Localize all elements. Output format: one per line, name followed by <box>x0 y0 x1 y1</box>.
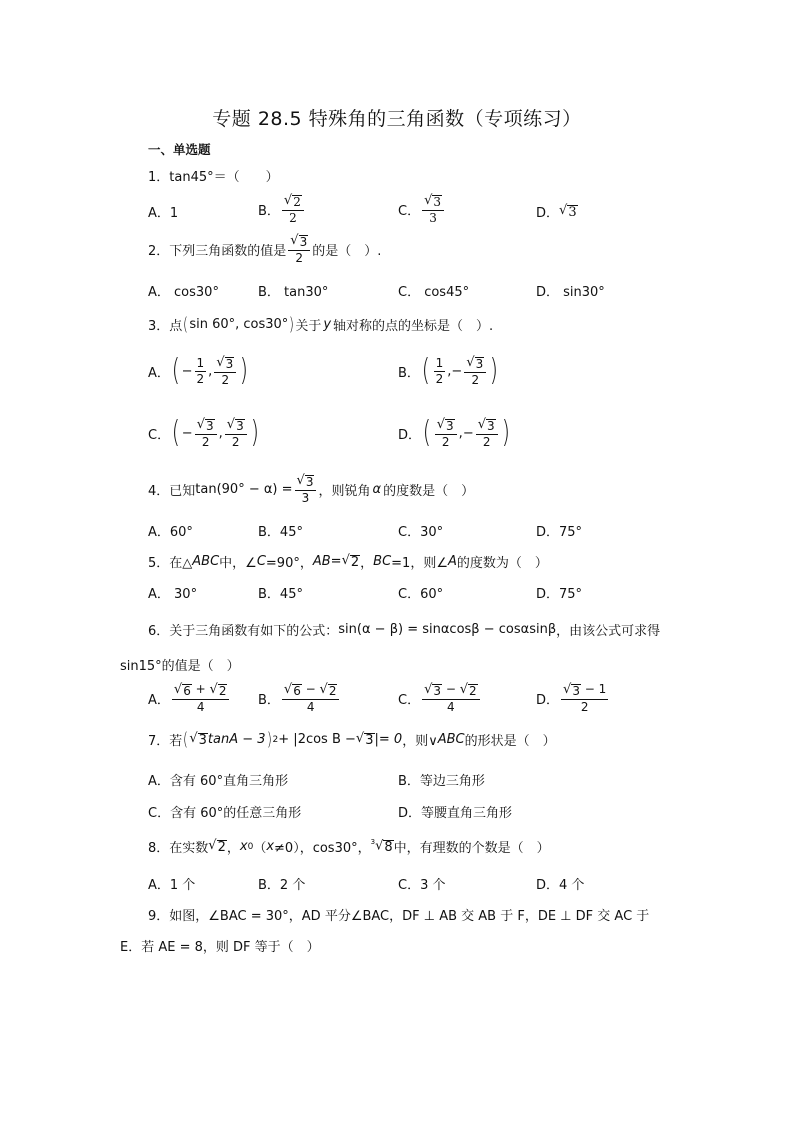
q5-option-d[interactable]: D．75° <box>536 587 583 602</box>
q7-stem-a: 7．若 <box>148 734 183 749</box>
q3-option-b-label: B． <box>398 365 420 381</box>
q2-stem-fraction: √ 3 2 <box>288 234 310 264</box>
q3-option-a[interactable]: A． ( − $\frac{1}{2}$ , √ 3 2 ) <box>148 353 249 389</box>
q1-stem: 1．tan45°＝（ ） <box>148 170 279 185</box>
q3-a-frac1 <box>195 357 207 385</box>
q6-c-num-a: 3 <box>433 684 442 698</box>
q1-option-c-label: C． <box>398 203 421 219</box>
q3-c-frac2-den: 2 <box>231 434 240 449</box>
q1-option-c-fraction: √ 3 3 <box>422 194 444 224</box>
q4-stem <box>148 474 474 504</box>
q1-option-d-label: D． <box>536 206 560 221</box>
q3-stem-point: sin 60°, cos30° <box>189 317 289 332</box>
q7-stem: 7．若 ( √ 3 tanA − 3 ) 2 + | 2cos B − √ 3 | = 0 ，则∨ ABC 的形状是（ ） <box>148 728 556 750</box>
q3-a-frac1-num: 1 <box>196 356 205 370</box>
page-title: 专题 28.5 特殊角的三角函数（专项练习） <box>212 108 582 130</box>
q5-option-a[interactable]: A． 30° <box>148 587 198 602</box>
q6-d-den: 2 <box>580 699 589 714</box>
q1-c-num: 3 <box>433 195 442 209</box>
q1-option-b-label: B． <box>258 203 280 219</box>
q3-d-frac2-den: 2 <box>482 434 491 449</box>
q6-d-fraction: √ 3 − 1 2 <box>563 682 607 714</box>
q6-c-den: 4 <box>447 699 455 714</box>
q3-stem: 3．点 ( sin 60°, cos30° ) 关于 y 轴对称的点的坐标是（ ）. <box>148 313 494 335</box>
q3-a-frac2-num: 3 <box>225 357 234 371</box>
q4-option-a[interactable]: A．60° <box>148 525 193 540</box>
q3-b-frac2-num: 3 <box>475 357 484 371</box>
q6-b-num-b: 2 <box>328 684 337 698</box>
q5-stem: 5．在△ ABC 中，∠ C =90°， AB = √ 2 ， BC =1，则∠ A 的度数为（ ） <box>148 552 548 571</box>
q6-stem-formula: sin(α − β) = sinαcosβ − cosαsinβ <box>338 622 557 637</box>
q2-stem-den: 2 <box>295 250 304 265</box>
q5-stem-rad: 2 <box>350 554 360 570</box>
q3-d-minus: − <box>462 425 474 441</box>
q6-a-den: 4 <box>196 699 205 714</box>
q3-b-frac1 <box>434 357 446 385</box>
q6-option-a-label: A． <box>148 692 170 708</box>
q3-a-frac2: √ 3 2 <box>214 356 236 386</box>
q3-stem-axis: y <box>323 317 332 332</box>
q4-stem-num: 3 <box>305 475 314 489</box>
q6-c-num-b: 2 <box>469 684 477 698</box>
q1-option-b[interactable] <box>258 194 306 224</box>
q4-stem-fraction: √ 3 3 <box>295 474 317 504</box>
q8-stem-rad: 2 <box>217 839 226 855</box>
q8-stem-cube: 8 <box>384 839 393 855</box>
q1-option-a[interactable]: A．1 <box>148 206 179 221</box>
q3-stem-c: 轴对称的点的坐标是（ ）. <box>333 319 494 334</box>
q3-option-c[interactable]: C． ( − √ 3 2 , √ 3 2 ) <box>148 415 259 451</box>
q4-stem-den: 3 <box>301 490 310 505</box>
q7-stem-sup: 2 <box>272 734 279 745</box>
q8-stem-x: x <box>239 839 248 854</box>
q3-b-comma: , <box>447 363 452 379</box>
q7-stem-rad3-b: 3 <box>365 732 374 748</box>
q7-stem-expr2: 2cos B − <box>297 732 356 747</box>
q7-option-c[interactable]: C．含有 60°的任意三角形 <box>148 806 302 821</box>
q3-a-frac2-den: 2 <box>221 372 230 387</box>
q6-c-fraction: √ 3 − √ 2 4 <box>422 683 480 713</box>
q8-stem-x2: x <box>266 839 275 854</box>
q4-stem-c: 的度数是（ ） <box>383 483 475 499</box>
q4-option-c[interactable]: C．30° <box>398 525 444 540</box>
q3-d-frac1-den: 2 <box>441 434 450 449</box>
q7-stem-c: 的形状是（ ） <box>464 734 556 749</box>
q3-c-frac1: √ 3 2 <box>195 418 217 448</box>
q7-stem-eq: = 0 <box>378 732 403 747</box>
q3-option-d[interactable]: D． ( √ 3 2 , − √ 3 2 ) <box>398 415 510 451</box>
q3-a-frac1-den: 2 <box>196 371 205 386</box>
q2-option-c[interactable]: C． cos45° <box>398 285 470 300</box>
q6-stem <box>148 620 660 639</box>
q8-option-b[interactable]: B．2 个 <box>258 878 306 893</box>
q8-option-c[interactable]: C．3 个 <box>398 878 446 893</box>
q3-c-frac1-den: 2 <box>201 434 210 449</box>
q6-a-fraction: √ 6 + √ 2 4 <box>172 683 230 713</box>
q2-option-a[interactable]: A． cos30° <box>148 285 219 300</box>
q6-b-num-a: 6 <box>293 684 301 698</box>
q3-d-frac2-num: 3 <box>487 419 495 433</box>
q3-d-frac1: √ 3 2 <box>435 418 457 448</box>
q5-option-c[interactable]: C．60° <box>398 587 444 602</box>
q4-stem-b: ，则锐角 <box>318 483 371 499</box>
q7-option-d[interactable]: D．等腰直角三角形 <box>398 806 513 821</box>
q8-stem-c: （ <box>253 841 267 856</box>
q3-b-minus: − <box>451 363 463 379</box>
q6-b-op: − <box>301 682 320 696</box>
q2-option-d[interactable]: D． sin30° <box>536 285 605 300</box>
q3-stem-b: 关于 <box>295 319 322 334</box>
q4-stem-alpha: α <box>372 481 382 497</box>
q7-option-a[interactable]: A．含有 60°直角三角形 <box>148 774 289 789</box>
q6-option-b[interactable] <box>258 683 341 713</box>
q3-stem-a: 3．点 <box>148 319 183 334</box>
q1-d-rad: 3 <box>568 204 577 220</box>
section-heading: 一、单选题 <box>148 142 211 157</box>
q8-stem-a: 8．在实数 <box>148 841 209 856</box>
q2-option-b[interactable]: B． tan30° <box>258 285 329 300</box>
q3-b-frac2: √ 3 2 <box>464 356 486 386</box>
q1-c-den: 3 <box>429 210 437 225</box>
q4-stem-expr: tan(90° − α) = <box>195 481 293 497</box>
q6-b-fraction: √ 6 − √ 2 4 <box>282 683 340 713</box>
q8-option-a[interactable]: A．1 个 <box>148 878 196 893</box>
q6-b-den: 4 <box>306 699 315 714</box>
q6-d-op: − 1 <box>580 682 607 696</box>
q3-d-frac1-num: 3 <box>446 419 454 433</box>
q6-a-num-a: 6 <box>183 684 191 698</box>
q3-c-frac2: √ 3 2 <box>225 418 247 448</box>
q4-option-d[interactable]: D．75° <box>536 525 583 540</box>
q7-stem-abc: ABC <box>437 732 465 747</box>
q5-option-b[interactable]: B．45° <box>258 587 303 602</box>
q3-c-frac1-num: 3 <box>206 419 214 433</box>
q6-stem-line2: sin15°的值是（ ） <box>120 659 240 674</box>
q5-stem-abc: ABC <box>192 554 220 569</box>
q3-option-b[interactable]: B． ( $\frac{1}{2}$ , − √ 3 2 ) <box>398 353 499 389</box>
q6-a-num-b: 2 <box>218 684 227 698</box>
q5-stem-f: =1，则∠ <box>391 556 448 571</box>
q4-option-b[interactable]: B．45° <box>258 525 303 540</box>
q2-stem-num: 3 <box>299 235 308 249</box>
q1-option-b-fraction: √ 2 2 <box>282 194 304 224</box>
q6-a-op: + <box>191 682 210 696</box>
q5-stem-g: 的度数为（ ） <box>456 556 548 571</box>
q5-stem-c1: C <box>256 554 266 569</box>
q5-stem-ab: AB <box>312 554 331 569</box>
q7-stem-expr1: tanA − 3 <box>207 732 266 747</box>
q3-a-comma: , <box>208 363 213 379</box>
q9-stem-line2: E．若 AE = 8，则 DF 等于（ ） <box>120 940 320 955</box>
q2-stem <box>148 234 381 264</box>
q3-option-a-label: A． <box>148 365 170 381</box>
q2-stem-b: 的是（ ）. <box>312 243 382 259</box>
q9-stem-line1: 9．如图，∠BAC = 30°，AD 平分∠BAC，DF ⊥ AB 交 AB 于 F，DE ⊥ DF 交 AC 于 <box>148 909 650 924</box>
q3-c-frac2-num: 3 <box>236 419 244 433</box>
q6-option-d-label: D． <box>536 692 560 708</box>
q5-stem-e: ， <box>360 556 374 571</box>
q5-stem-a2: A <box>447 554 457 569</box>
q3-option-d-label: D． <box>398 427 422 443</box>
q8-stem-e: 中，有理数的个数是（ ） <box>393 841 550 856</box>
q5-stem-bc: BC <box>373 554 392 569</box>
q5-stem-d: = <box>330 554 342 569</box>
q6-option-a[interactable] <box>148 683 231 713</box>
q3-d-frac2: √ 3 2 <box>476 418 498 448</box>
q7-stem-b: ，则∨ <box>402 734 438 749</box>
q1-b-den: 2 <box>289 210 297 225</box>
q1-b-num: 2 <box>293 195 301 209</box>
q6-option-d[interactable] <box>536 683 610 713</box>
q1-option-d[interactable]: D． √ 3 <box>536 202 577 221</box>
q3-b-frac2-den: 2 <box>471 372 480 387</box>
q8-stem-sup: 0 <box>247 841 254 852</box>
q8-option-d[interactable]: D．4 个 <box>536 878 585 893</box>
q1-option-c[interactable] <box>398 194 446 224</box>
q3-c-minus: − <box>181 425 193 441</box>
q6-stem-b: ，由该公式可求得 <box>556 624 661 639</box>
q5-stem-b: 中，∠ <box>219 556 257 571</box>
q3-b-frac1-num: 1 <box>435 356 444 370</box>
q8-stem-b: ， <box>226 841 240 856</box>
q7-option-b[interactable]: B．等边三角形 <box>398 774 485 789</box>
q6-option-c-label: C． <box>398 692 421 708</box>
q3-a-minus: − <box>181 363 193 379</box>
q3-option-c-label: C． <box>148 427 171 443</box>
q3-c-comma: , <box>218 425 223 441</box>
q6-option-b-label: B． <box>258 692 280 708</box>
q6-d-num-a: 3 <box>572 684 580 698</box>
q2-stem-a: 2．下列三角函数的值是 <box>148 243 287 259</box>
q3-d-comma: , <box>458 425 463 441</box>
q5-stem-a: 5．在△ <box>148 556 193 571</box>
q5-stem-c: =90°， <box>265 556 313 571</box>
q6-c-op: − <box>442 682 460 696</box>
q6-option-c[interactable] <box>398 683 482 713</box>
q6-stem-a: 6．关于三角函数有如下的公式： <box>148 624 339 639</box>
q7-stem-rad3-a: 3 <box>198 732 207 748</box>
q8-stem-d: ≠0），cos30°， <box>274 841 371 856</box>
q8-stem: 8．在实数 √ 2 ， x 0 （ x ≠0），cos30°， $^3$√ 8 中，有理数的个数是（ ） <box>148 837 550 856</box>
q4-stem-a: 4．已知 <box>148 483 196 499</box>
q3-b-frac1-den: 2 <box>435 371 444 386</box>
